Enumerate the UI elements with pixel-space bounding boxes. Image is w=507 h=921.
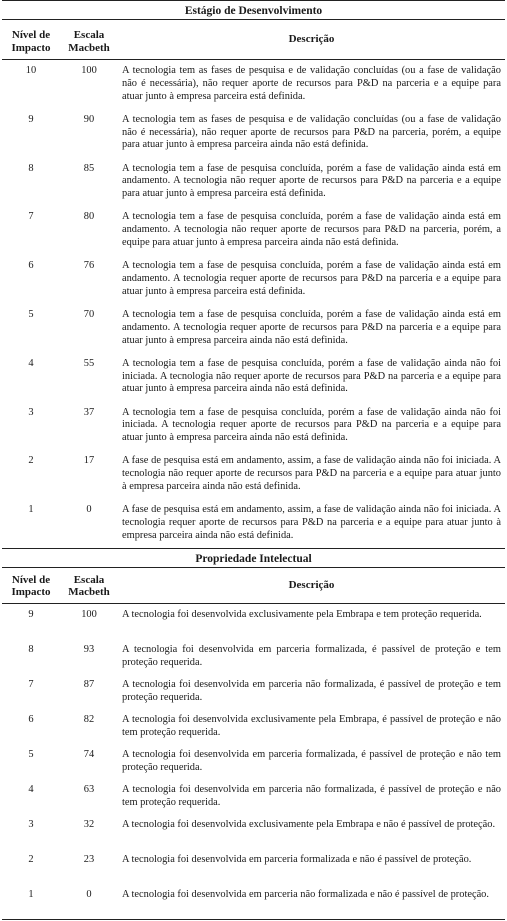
impact-level-cell: 3 [28, 818, 34, 830]
impact-level-cell: 2 [28, 455, 34, 467]
macbeth-scale-cell: 74 [83, 748, 95, 760]
table-row [2, 604, 505, 639]
impact-level-cell: 5 [28, 308, 34, 320]
description-cell: A tecnologia tem a fase de pesquisa concluída, porém a fase de validação ainda está em andamento. A tecnologia não requer aporte de recursos para P&D na parceria e a equipe para atuar junto à empresa parceira está definida. [122, 162, 501, 200]
description-cell: A tecnologia tem a fase de pesquisa concluída, porém a fase de validação ainda está em andamento. A tecnologia não requer aporte de recursos para P&D na parceria, porém, a equipe para atuar junto à empresa parceira ainda não está definida. [122, 211, 501, 248]
table-header-row [2, 20, 505, 60]
impact-level-cell: 6 [28, 260, 34, 272]
impact-level-cell: 7 [28, 211, 34, 223]
table-row [2, 709, 505, 744]
macbeth-scale-cell: 17 [83, 455, 95, 467]
description-cell: A fase de pesquisa está em andamento, assim, a fase de validação ainda não foi iniciada. A tecnologia requer aporte de recursos para P&D na parceria e a equipe para atuar junto à empresa parceira ainda não está definida. [122, 504, 501, 541]
table-row [2, 304, 505, 353]
macbeth-scale-cell: 0 [86, 888, 92, 900]
description-cell: A tecnologia tem a fase de pesquisa concluída, porém a fase de validação ainda não foi iniciada. A tecnologia requer aporte de recursos para P&D na parceria e a equipe para atuar junto à empresa parceira ainda não está definida. [122, 406, 501, 444]
table-row [2, 639, 505, 674]
impact-level-cell: 4 [28, 357, 34, 369]
macbeth-scale-cell: 63 [83, 783, 95, 795]
table-row [2, 849, 505, 884]
impact-level-cell: 5 [28, 748, 34, 760]
macbeth-scale-cell: 37 [83, 406, 95, 418]
macbeth-scale-cell: 70 [83, 308, 95, 320]
table-row [2, 779, 505, 814]
description-cell: A tecnologia tem a fase de pesquisa concluída, porém a fase de validação ainda está em andamento. A tecnologia requer aporte de recursos para P&D na parceria e a equipe para atuar junto à empresa parceira está definida. [122, 260, 501, 297]
macbeth-scale-cell: 32 [83, 818, 95, 830]
impact-level-cell: 3 [28, 406, 34, 418]
impact-level-cell: 8 [28, 162, 34, 174]
section-title-development-stage: Estágio de Desenvolvimento [2, 0, 505, 20]
impact-level-cell: 6 [28, 713, 34, 725]
description-cell: A tecnologia foi desenvolvida exclusivamente pela Embrapa e não é passível de proteção. [122, 818, 496, 830]
impact-level-cell: 8 [28, 643, 34, 655]
macbeth-scale-cell: 82 [83, 713, 95, 725]
table-row [2, 109, 505, 158]
impact-level-cell: 1 [28, 504, 34, 516]
impact-level-cell: 1 [28, 888, 34, 900]
macbeth-scale-cell: 0 [86, 504, 92, 516]
macbeth-scale-cell: 93 [83, 643, 95, 655]
table-row [2, 450, 505, 499]
description-cell: A tecnologia foi desenvolvida em parceria formalizada, é passível de proteção e tem proteção requerida. [122, 643, 501, 668]
description-cell: A tecnologia foi desenvolvida em parceria não formalizada e não é passível de proteção. [122, 888, 489, 900]
macbeth-scale-cell: 76 [83, 260, 95, 272]
table-row [2, 353, 505, 402]
header-macbeth-scale: Escala Macbeth [68, 29, 110, 54]
description-cell: A tecnologia foi desenvolvida em parceria formalizada, é passível de proteção e não tem proteção requerida. [122, 748, 501, 773]
table-row [2, 206, 505, 255]
macbeth-scale-cell: 85 [83, 162, 95, 174]
table-row [2, 158, 505, 207]
description-cell: A tecnologia foi desenvolvida em parceria formalizada e não é passível de proteção. [122, 853, 472, 865]
header-impact-level: Nível de Impacto [11, 573, 51, 599]
macbeth-scale-cell: 100 [81, 65, 97, 76]
description-cell: A tecnologia tem a fase de pesquisa concluída, porém a fase de validação ainda não foi iniciada. A tecnologia não requer aporte de recursos para P&D na parceria e a equipe para atuar junto à empresa parceira ainda não está definida. [122, 357, 501, 395]
development-stage-rows [2, 60, 505, 548]
table-row [2, 884, 505, 919]
impact-level-cell: 9 [28, 608, 34, 620]
table-row [2, 814, 505, 849]
macbeth-scale-cell: 87 [83, 678, 95, 690]
macbeth-scale-cell: 55 [83, 357, 95, 369]
impact-table-document [2, 0, 505, 920]
table-row [2, 744, 505, 779]
header-macbeth-scale: Escala Macbeth [68, 573, 110, 599]
table-row [2, 674, 505, 709]
impact-level-cell: 2 [28, 853, 34, 865]
description-cell: A tecnologia foi desenvolvida exclusivamente pela Embrapa, é passível de proteção e não tem proteção requerida. [122, 713, 501, 738]
header-description: Descrição [288, 579, 335, 592]
description-cell: A tecnologia tem as fases de pesquisa e de validação concluídas (ou a fase de validação não é necessária), não requer aporte de recursos para P&D na parceria e a equipe para atuar junto à empresa parceira está definida. [122, 65, 501, 102]
table-header-row [2, 568, 505, 604]
description-cell: A tecnologia foi desenvolvida exclusivamente pela Embrapa e tem proteção requerida. [122, 608, 482, 620]
header-description: Descrição [288, 33, 335, 46]
macbeth-scale-cell: 100 [81, 608, 97, 620]
description-cell: A tecnologia foi desenvolvida em parceria não formalizada, é passível de proteção e não tem proteção requerida. [122, 783, 501, 808]
impact-level-cell: 10 [25, 65, 37, 76]
table-row [2, 255, 505, 304]
impact-level-cell: 4 [28, 783, 34, 795]
description-cell: A tecnologia tem as fases de pesquisa e de validação concluídas (ou a fase de validação não é necessária), não requer aporte de recursos para P&D na parceria, porém, a equipe para atuar junto à empresa parceira ainda não está definida. [122, 113, 501, 151]
section-title-intellectual-property: Propriedade Intelectual [2, 548, 505, 568]
impact-level-cell: 9 [28, 113, 34, 125]
table-row [2, 60, 505, 109]
macbeth-scale-cell: 90 [83, 113, 95, 125]
description-cell: A tecnologia foi desenvolvida em parceria não formalizada, é passível de proteção e tem proteção requerida. [122, 678, 501, 703]
description-cell: A tecnologia tem a fase de pesquisa concluída, porém a fase de validação ainda está em andamento. A tecnologia requer aporte de recursos para P&D na parceria e a equipe para atuar junto à empresa parceira ainda não está definida. [122, 308, 501, 346]
description-cell: A fase de pesquisa está em andamento, assim, a fase de validação ainda não foi iniciada. A tecnologia não requer aporte de recursos para P&D na parceria e a equipe para atuar junto à empresa parceira ainda não está definida. [122, 455, 501, 492]
intellectual-property-rows [2, 604, 505, 920]
impact-level-cell: 7 [28, 678, 34, 690]
table-row [2, 499, 505, 548]
header-impact-level: Nível de Impacto [11, 29, 51, 54]
macbeth-scale-cell: 23 [83, 853, 95, 865]
macbeth-scale-cell: 80 [83, 211, 95, 223]
table-row [2, 402, 505, 451]
